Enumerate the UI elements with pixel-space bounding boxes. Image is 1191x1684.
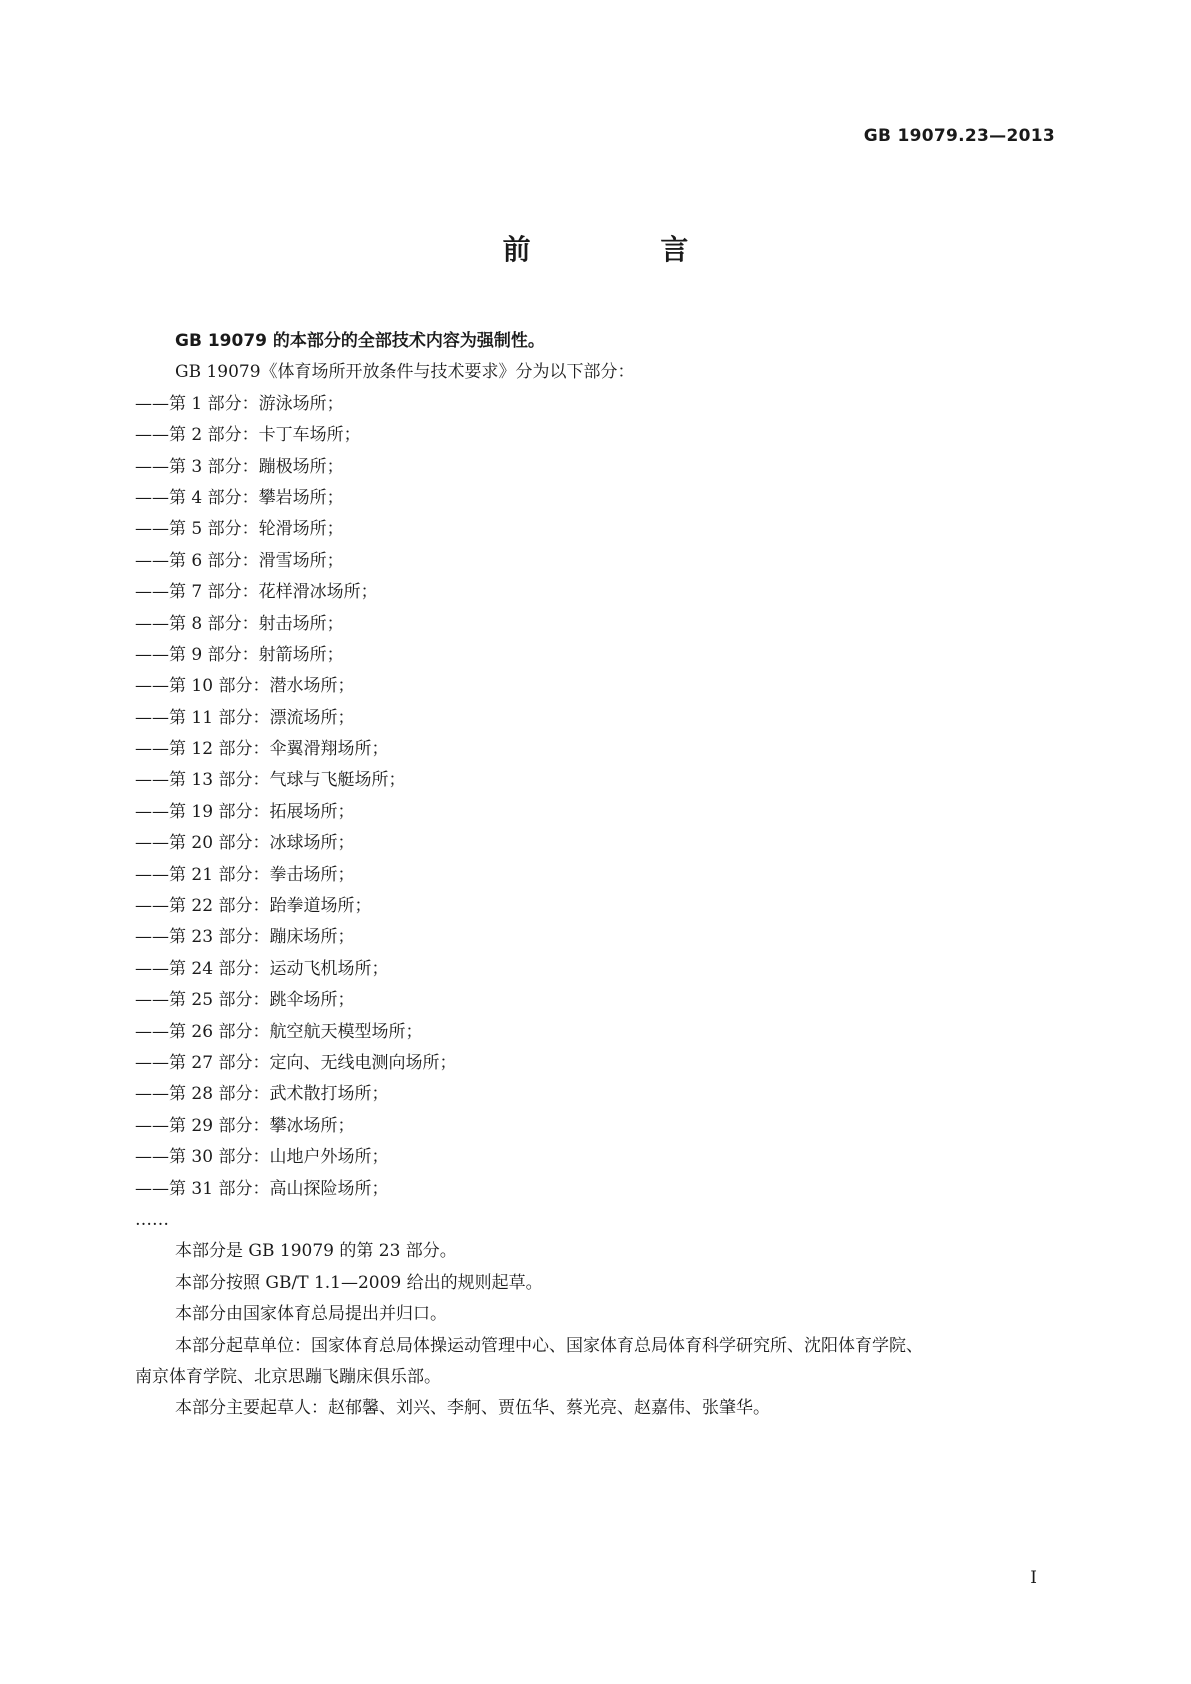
part-item: ——第 10 部分：潜水场所； xyxy=(135,676,355,697)
part-item: ——第 7 部分：花样滑冰场所； xyxy=(135,582,378,603)
part-item: ——第 3 部分：蹦极场所； xyxy=(135,456,344,477)
drafting-rules-statement: 本部分按照 GB/T 1.1—2009 给出的规则起草。 xyxy=(175,1272,543,1293)
ellipsis: …… xyxy=(135,1209,169,1230)
part-item: ——第 5 部分：轮滑场所； xyxy=(135,519,344,540)
part-item: ——第 4 部分：攀岩场所； xyxy=(135,487,344,508)
part-item: ——第 30 部分：山地户外场所； xyxy=(135,1147,389,1168)
part-item: ——第 27 部分：定向、无线电测向场所； xyxy=(135,1052,457,1073)
standard-number: GB 19079.23—2013 xyxy=(863,126,1055,146)
part-item: ——第 6 部分：滑雪场所； xyxy=(135,550,344,571)
page-title: 前 言 xyxy=(502,233,749,266)
part-item: ——第 23 部分：蹦床场所； xyxy=(135,927,355,948)
parts-list xyxy=(135,389,1075,1205)
part-item: ——第 1 部分：游泳场所； xyxy=(135,393,344,414)
proposed-by-statement: 本部分由国家体育总局提出并归口。 xyxy=(175,1304,447,1325)
part-item: ——第 24 部分：运动飞机场所； xyxy=(135,958,389,979)
part-item: ——第 22 部分：跆拳道场所； xyxy=(135,896,372,917)
part-item: ——第 29 部分：攀冰场所； xyxy=(135,1115,355,1136)
part-item: ——第 28 部分：武术散打场所； xyxy=(135,1084,389,1105)
series-intro: GB 19079《体育场所开放条件与技术要求》分为以下部分： xyxy=(175,362,635,383)
part-item: ——第 19 部分：拓展场所； xyxy=(135,801,355,822)
part-item: ——第 25 部分：跳伞场所； xyxy=(135,990,355,1011)
part-item: ——第 21 部分：拳击场所； xyxy=(135,864,355,885)
part-item: ——第 13 部分：气球与飞艇场所； xyxy=(135,770,406,791)
drafting-units-line-2: 南京体育学院、北京思蹦飞蹦床俱乐部。 xyxy=(135,1366,441,1387)
mandatory-statement: GB 19079 的本部分的全部技术内容为强制性。 xyxy=(175,331,545,351)
drafters-statement: 本部分主要起草人：赵郁馨、刘兴、李舸、贾伍华、蔡光亮、赵嘉伟、张肇华。 xyxy=(175,1398,770,1419)
part-item: ——第 26 部分：航空航天模型场所； xyxy=(135,1021,423,1042)
part-item: ——第 9 部分：射箭场所； xyxy=(135,644,344,665)
part-item: ——第 12 部分：伞翼滑翔场所； xyxy=(135,739,389,760)
part-item: ——第 31 部分：高山探险场所； xyxy=(135,1178,389,1199)
page-number: I xyxy=(1030,1568,1037,1588)
part-item: ——第 11 部分：漂流场所； xyxy=(135,707,355,728)
part-item: ——第 2 部分：卡丁车场所； xyxy=(135,425,361,446)
part-item: ——第 20 部分：冰球场所； xyxy=(135,833,355,854)
foreword-body xyxy=(135,326,1075,1425)
this-part-statement: 本部分是 GB 19079 的第 23 部分。 xyxy=(175,1241,457,1262)
drafting-units-line-1: 本部分起草单位：国家体育总局体操运动管理中心、国家体育总局体育科学研究所、沈阳体育学院、 xyxy=(175,1335,923,1356)
part-item: ——第 8 部分：射击场所； xyxy=(135,613,344,634)
